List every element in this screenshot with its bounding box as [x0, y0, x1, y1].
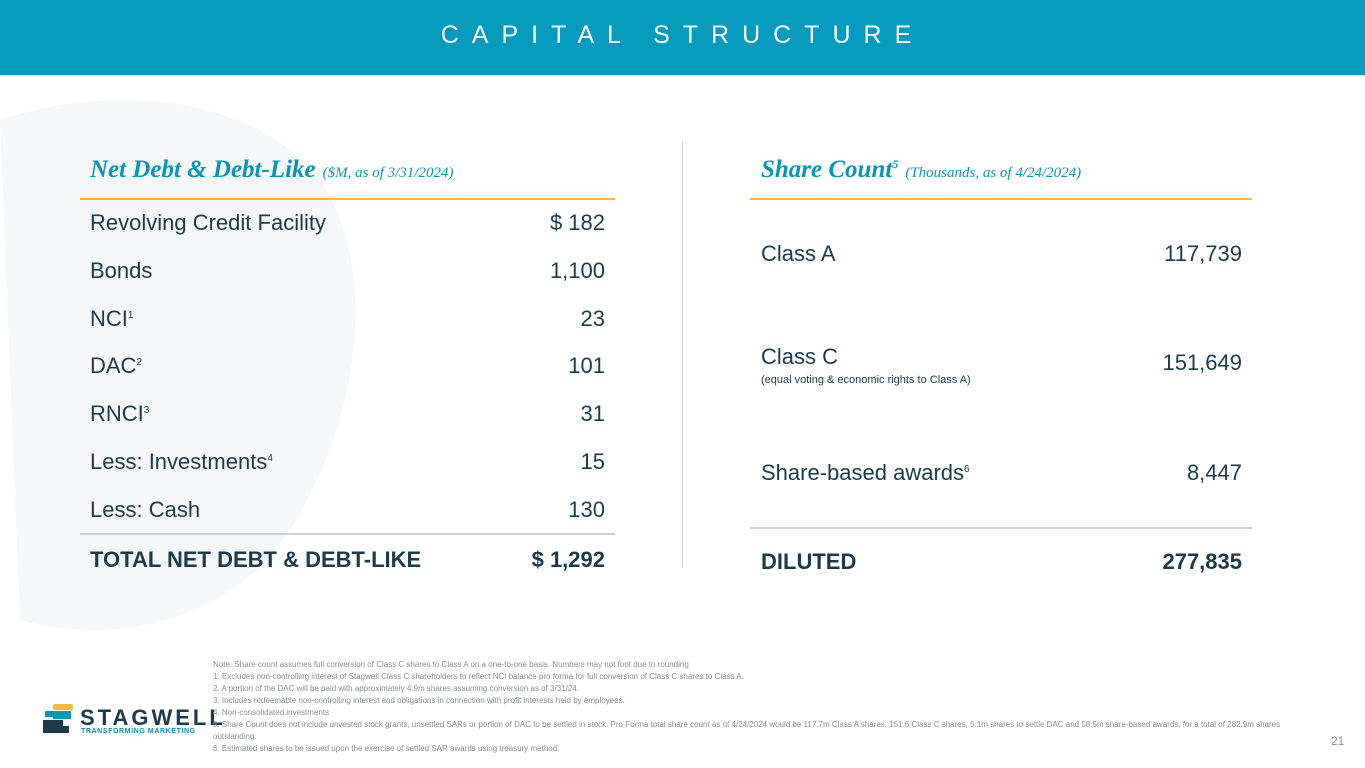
- row-value: 8,447: [1186, 460, 1242, 485]
- net-debt-subtitle: ($M, as of 3/31/2024): [322, 165, 454, 181]
- page-number: 21: [1331, 734, 1345, 748]
- table-row: [90, 258, 605, 284]
- row-value: 23: [580, 306, 605, 331]
- stagwell-logo: [41, 704, 226, 738]
- footnote-ref: 6: [964, 464, 970, 475]
- column-divider: [682, 141, 683, 568]
- footnote-line: 2. A portion of the DAC will be paid with approximately 4.9m shares assuming conversion as of 3/31/24.: [213, 684, 579, 693]
- total-divider: [80, 533, 615, 535]
- total-value: 277,835: [1162, 549, 1242, 574]
- share-count-title: Share Count: [761, 156, 893, 183]
- row-value: $ 182: [549, 210, 605, 235]
- total-label: TOTAL NET DEBT & DEBT-LIKE: [90, 547, 422, 572]
- table-row: [90, 497, 605, 523]
- row-value: 15: [580, 449, 605, 474]
- footnote-line: 1. Excludes non-controlling interest of Stagwell Class C shareholders to reflect NCI balance pro forma for full conversion of Class C shares to Class A.: [213, 672, 744, 681]
- table-row: [761, 460, 1242, 486]
- row-label: RNCI$^3$: [90, 401, 150, 426]
- logo-tagline: TRANSFORMING MARKETING: [81, 728, 196, 735]
- table-row: [90, 306, 605, 332]
- row-label: Less: Investments$^4$: [90, 449, 273, 474]
- table-row: [90, 449, 605, 475]
- row-label: DAC$^2$: [90, 353, 143, 378]
- total-value: $ 1,292: [531, 547, 605, 572]
- table-row: [761, 241, 1242, 267]
- row-label: NCI$^1$: [90, 306, 134, 331]
- total-divider: [750, 527, 1252, 529]
- row-label: Less: Cash: [90, 497, 201, 522]
- logo-wordmark: STAGWELL: [80, 705, 226, 730]
- page-title: CAPITAL STRUCTURE: [440, 21, 925, 49]
- row-note: (equal voting & economic rights to Class A): [761, 374, 971, 386]
- total-row: [761, 549, 1242, 575]
- footnotes: [213, 659, 1313, 755]
- row-value: 117,739: [1164, 241, 1242, 266]
- footnote-ref: 3: [143, 405, 150, 416]
- footnote-line: 5. Share Count does not include unvested stock grants, unsettled SARs or portion of DAC to be settled in stock. Pro Forma total share count as of 4/24/2024 would be 117.7m Class A shares, 151.6 Class C shares, 5.1m shares to settle DAC and 58.5m share-based awards, for a total of 282.9m shares outstanding.: [213, 720, 1281, 741]
- row-value: 130: [568, 497, 605, 522]
- row-value: 101: [568, 353, 605, 378]
- row-value: 1,100: [549, 258, 605, 283]
- row-value: 151,649: [1162, 350, 1242, 375]
- footnote-ref: 1: [127, 310, 134, 321]
- net-debt-section-title: [90, 156, 453, 184]
- table-row: [90, 210, 605, 236]
- net-debt-divider: [80, 198, 615, 200]
- table-row: [761, 344, 1242, 386]
- row-label: Class C (equal voting & economic rights to Class A): [761, 344, 971, 386]
- header-bar: [0, 0, 1365, 75]
- footnote-ref: 2: [136, 357, 143, 368]
- table-row: [90, 353, 605, 379]
- footnote-line: 4. Non-consolidated investments: [213, 708, 330, 717]
- footnote-ref: 5: [892, 157, 899, 171]
- table-row: [90, 401, 605, 427]
- footnote-line: 3. Includes redeemable non-controlling interest and obligations in connection with profit interests held by employees.: [213, 696, 625, 705]
- footnote-line: Note: Share count assumes full conversion of Class C shares to Class A on a one-to-one basis. Numbers may not foot due to rounding: [213, 660, 689, 669]
- footnote-ref: 4: [267, 453, 273, 464]
- row-label: Revolving Credit Facility: [90, 210, 326, 235]
- net-debt-title: Net Debt & Debt-Like: [90, 156, 316, 183]
- total-row: [90, 547, 605, 573]
- row-label: Class A: [761, 241, 836, 266]
- total-label: DILUTED: [761, 549, 857, 574]
- share-count-section-title: [761, 156, 1081, 184]
- share-count-divider: [750, 198, 1252, 200]
- row-value: 31: [580, 401, 605, 426]
- row-label: Share-based awards$^6$: [761, 460, 970, 485]
- logo-mark-icon: [41, 704, 75, 736]
- share-count-subtitle: (Thousands, as of 4/24/2024): [905, 165, 1082, 181]
- row-label: Bonds: [90, 258, 153, 283]
- footnote-line: 6. Estimated shares to be issued upon the exercise of settled SAR awards using treasury method.: [213, 744, 560, 753]
